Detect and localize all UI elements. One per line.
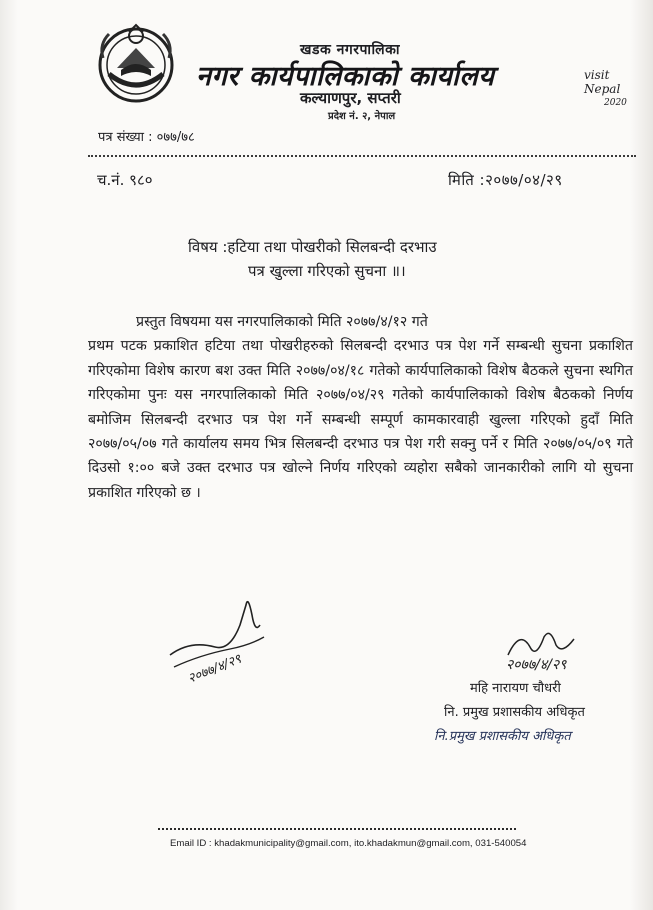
municipality-name: खडक नगरपालिका xyxy=(300,42,401,58)
visit-nepal-year: 2020 xyxy=(604,98,627,108)
office-title: नगर कार्यपालिकाको कार्यालय xyxy=(196,61,495,92)
letter-subject xyxy=(188,235,568,283)
visit-nepal-logo xyxy=(584,68,644,108)
footer-contact: Email ID : khadakmunicipality@gmail.com, ito.khadakmun@gmail.com, 031-540054 xyxy=(170,838,527,849)
nepal-emblem-logo xyxy=(95,22,177,104)
office-place: कल्याणपुर, सप्तरी xyxy=(300,89,401,107)
dispatch-number: च.नं. ९८० xyxy=(97,171,153,189)
officer-name: महि नारायण चौधरी xyxy=(470,681,561,696)
subject-line-1: विषय :हटिया तथा पोखरीको सिलबन्दी दरभाउ xyxy=(188,238,437,256)
officer-stamp: नि.प्रमुख प्रशासकीय अधिकृत xyxy=(434,729,571,744)
visit-nepal-text: visit Nepal xyxy=(584,68,621,96)
header-divider xyxy=(88,155,636,157)
letter-body xyxy=(88,310,633,505)
right-signature xyxy=(500,625,610,685)
left-signature xyxy=(160,585,280,695)
left-signature-date: २०७७/४/२९ xyxy=(185,651,244,687)
footer-divider xyxy=(158,828,516,830)
letter-reference: पत्र संख्या : ०७७/७८ xyxy=(98,130,195,145)
letter-date: मिति :२०७७/०४/२९ xyxy=(448,171,563,189)
officer-title: नि. प्रमुख प्रशासकीय अधिकृत xyxy=(444,705,585,720)
office-province: प्रदेश नं. २, नेपाल xyxy=(328,111,396,122)
right-signature-date: २०७७/४/२९ xyxy=(506,657,567,673)
body-first-line: प्रस्तुत विषयमा यस नगरपालिकाको मिति २०७७/४/१२ गते xyxy=(136,314,428,330)
subject-line-2: पत्र खुल्ला गरिएको सुचना ॥। xyxy=(248,262,406,280)
body-paragraph: प्रथम पटक प्रकाशित हटिया तथा पोखरीहरुको सिलबन्दी दरभाउ पत्र पेश गर्ने सम्बन्धी सुचना प्रकाशित गरिएकोमा विशेष कारण बश उक्त मिति २०७७/०४/१८ गतेको कार्यपालिकाको विशेष बैठकले सुचना स्थगित गरिएकोमा पुनः यस नगरपालिकाको मिति २०७७/०४/२९ गतेको कार्यपालिकाको विशेष बैठकको निर्णय बमोजिम सिलबन्दी दरभाउ पत्र पेश गर्ने सम्बन्धी सम्पूर्ण कामकारवाही खुल्ला गरिएको हुदाँ मिति २०७७/०५/०७ गते कार्यालय समय भित्र सिलबन्दी दरभाउ पत्र पेश गरी सक्नु पर्ने र मिति २०७७/०५/०९ गते दिउसो १:०० बजे उक्त दरभाउ पत्र खोल्ने निर्णय गरिएको व्यहोरा सबैको जानकारीको लागि यो सुचना प्रकाशित गरिएको छ । xyxy=(88,338,633,501)
